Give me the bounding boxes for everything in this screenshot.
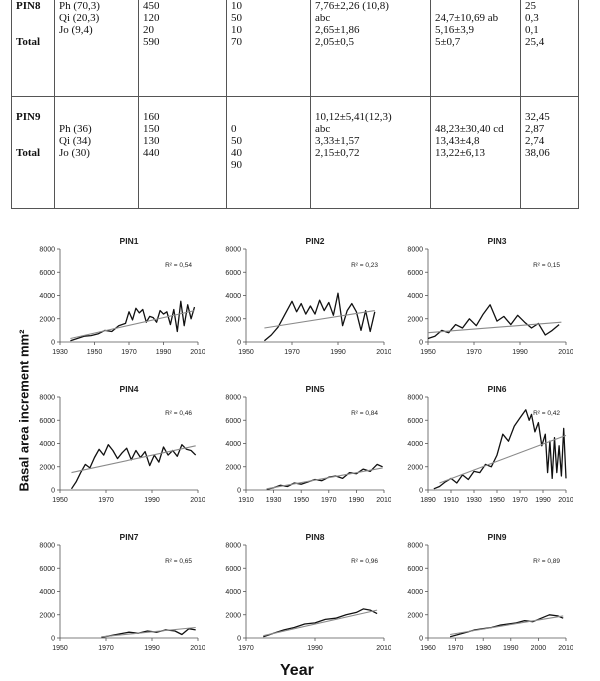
value-cell [311, 0, 431, 97]
x-tick-label: 1970 [447, 645, 464, 652]
y-tick-label: 2000 [225, 612, 241, 620]
x-tick-label: 1970 [98, 645, 114, 652]
value-cell [139, 97, 227, 209]
y-tick-label: 4000 [407, 293, 423, 300]
cell-value: 70 [231, 36, 242, 48]
bai-series-line [101, 629, 195, 638]
cell-value: 120 [143, 12, 160, 24]
cell-value: 2,87 [525, 123, 545, 135]
y-tick-label: 0 [51, 635, 55, 643]
species-line: Qi (34) [59, 135, 92, 147]
y-tick-label: 2000 [39, 612, 55, 620]
y-tick-label: 2000 [407, 612, 423, 620]
chart-panel [30, 531, 205, 664]
bai-series-line [428, 305, 559, 339]
x-tick-label: 1970 [284, 349, 300, 356]
x-tick-label: 2010 [558, 645, 573, 652]
y-tick-label: 8000 [225, 246, 241, 254]
figure [0, 225, 600, 681]
cell-value: 25 [525, 0, 536, 12]
x-axis-label: Year [280, 662, 314, 679]
y-tick-label: 6000 [225, 417, 241, 425]
chart-panel [398, 235, 573, 368]
x-tick-label: 1980 [475, 645, 491, 652]
x-tick-label: 2000 [530, 645, 547, 652]
chart-panel [30, 235, 205, 368]
trend-line [263, 610, 377, 636]
cell-value: 13,22±6,13 [435, 147, 486, 159]
value-cell [431, 97, 521, 209]
chart-panel [216, 383, 391, 516]
x-tick-label: 1950 [238, 349, 254, 356]
chart-title: PIN8 [305, 532, 325, 542]
cell-value: 10 [231, 0, 242, 12]
cell-value: 10,12±5,41(12,3) [315, 111, 392, 123]
pin-label: PIN9 [16, 111, 41, 123]
cell-value: 2,15±0,72 [315, 147, 360, 159]
species-line: Ph (36) [59, 123, 92, 135]
cell-value: 50 [231, 135, 242, 147]
total-label: Total [16, 36, 41, 48]
y-tick-label: 8000 [407, 246, 423, 254]
cell-value: 5±0,7 [435, 36, 461, 48]
cell-value: 0 [231, 123, 237, 135]
y-tick-label: 4000 [39, 293, 55, 300]
x-tick-label: 1990 [307, 645, 323, 652]
y-tick-label: 0 [51, 487, 55, 495]
r2-annotation: R² = 0,89 [533, 558, 560, 565]
species-line: Jo (30) [59, 147, 90, 159]
x-tick-label: 1950 [489, 497, 505, 504]
y-tick-label: 0 [419, 635, 423, 643]
chart-title: PIN9 [487, 532, 507, 542]
trend-line [450, 616, 563, 635]
cell-value: 0,3 [525, 12, 539, 24]
x-tick-label: 1950 [52, 497, 68, 504]
stats-table [11, 0, 579, 209]
x-tick-label: 1930 [52, 349, 68, 356]
chart-title: PIN3 [487, 236, 507, 246]
cell-value: 440 [143, 147, 160, 159]
r2-annotation: R² = 0,42 [533, 410, 560, 417]
pin-label: PIN8 [16, 0, 41, 12]
table-row [12, 0, 579, 97]
chart-title: PIN7 [119, 532, 139, 542]
value-cell [139, 0, 227, 97]
total-label: Total [16, 147, 41, 159]
y-tick-label: 6000 [407, 565, 423, 573]
cell-value: 3,33±1,57 [315, 135, 360, 147]
cell-value: 90 [231, 159, 242, 171]
trend-line [267, 468, 383, 489]
chart-title: PIN4 [119, 384, 139, 394]
y-tick-label: 4000 [225, 441, 241, 448]
cell-value: 40 [231, 147, 242, 159]
y-tick-label: 2000 [407, 464, 423, 472]
y-tick-label: 6000 [39, 565, 55, 573]
trend-line [72, 446, 196, 473]
cell-value: 150 [143, 123, 160, 135]
cell-value: 10 [231, 24, 242, 36]
value-cell [227, 0, 311, 97]
chart-svg [216, 531, 391, 659]
y-tick-label: 2000 [225, 316, 241, 324]
y-tick-label: 2000 [39, 464, 55, 472]
cell-value: 450 [143, 0, 160, 12]
x-tick-label: 1950 [293, 497, 309, 504]
x-tick-label: 1990 [348, 497, 365, 504]
y-tick-label: 0 [419, 339, 423, 347]
bai-series-line [72, 445, 196, 489]
r2-annotation: R² = 0,23 [351, 262, 378, 269]
chart-svg [398, 235, 573, 363]
x-tick-label: 1970 [121, 349, 137, 356]
x-tick-label: 1990 [535, 497, 551, 504]
x-tick-label: 1990 [503, 645, 519, 652]
cell-value: abc [315, 123, 331, 135]
y-axis-label: Basal area increment mm² [16, 329, 32, 492]
chart-title: PIN2 [305, 236, 325, 246]
cell-value: 48,23±30,40 cd [435, 123, 504, 135]
x-tick-label: 2010 [190, 645, 205, 652]
y-tick-label: 8000 [39, 394, 55, 402]
x-tick-label: 1910 [443, 497, 459, 504]
x-tick-label: 1930 [265, 497, 282, 504]
species-line: Qi (20,3) [59, 12, 100, 24]
y-tick-label: 4000 [407, 589, 423, 596]
x-tick-label: 2010 [558, 349, 573, 356]
x-tick-label: 1960 [420, 645, 436, 652]
bai-series-line [264, 293, 374, 341]
chart-panel [398, 531, 573, 664]
y-tick-label: 8000 [225, 394, 241, 402]
cell-value: 590 [143, 36, 160, 48]
x-tick-label: 1970 [512, 497, 528, 504]
y-tick-label: 6000 [39, 417, 55, 425]
species-line: Ph (70,3) [59, 0, 100, 12]
r2-annotation: R² = 0,84 [351, 410, 378, 417]
x-tick-label: 1950 [420, 349, 436, 356]
x-tick-label: 1970 [238, 645, 254, 652]
y-tick-label: 8000 [407, 394, 423, 402]
trend-line [101, 628, 195, 637]
y-tick-label: 4000 [407, 441, 423, 448]
y-tick-label: 0 [237, 635, 241, 643]
cell-value: 38,06 [525, 147, 550, 159]
value-cell [521, 0, 579, 97]
r2-annotation: R² = 0,46 [165, 410, 192, 417]
cell-value: abc [315, 12, 331, 24]
cell-value: 32,45 [525, 111, 550, 123]
cell-value: 24,7±10,69 ab [435, 12, 499, 24]
x-tick-label: 2010 [558, 497, 573, 504]
y-tick-label: 2000 [407, 316, 423, 324]
cell-value: 13,43±4,8 [435, 135, 480, 147]
bai-series-line [434, 410, 566, 489]
cell-value: 2,74 [525, 135, 545, 147]
cell-value: 2,05±0,5 [315, 36, 355, 48]
table-row [12, 97, 579, 209]
y-tick-label: 6000 [407, 417, 423, 425]
r2-annotation: R² = 0,54 [165, 262, 192, 269]
cell-value: 130 [143, 135, 160, 147]
chart-panel [216, 235, 391, 368]
chart-svg [30, 531, 205, 659]
y-tick-label: 8000 [407, 542, 423, 550]
value-cell [521, 97, 579, 209]
x-tick-label: 1910 [238, 497, 254, 504]
chart-svg [216, 235, 391, 363]
chart-panel [216, 531, 391, 664]
x-tick-label: 2010 [190, 497, 205, 504]
chart-panel [398, 383, 573, 516]
x-tick-label: 1990 [330, 349, 346, 356]
y-tick-label: 6000 [407, 269, 423, 277]
x-tick-label: 2010 [376, 349, 391, 356]
chart-panel [30, 383, 205, 516]
x-tick-label: 1970 [321, 497, 337, 504]
x-tick-label: 1950 [52, 645, 68, 652]
value-cell [311, 97, 431, 209]
x-tick-label: 2010 [376, 645, 391, 652]
chart-svg [216, 383, 391, 511]
x-tick-label: 1990 [155, 349, 172, 356]
cell-value: 25,4 [525, 36, 545, 48]
species-line: Jo (9,4) [59, 24, 93, 36]
x-tick-label: 1990 [144, 497, 160, 504]
y-tick-label: 8000 [39, 542, 55, 550]
x-tick-label: 1890 [420, 497, 436, 504]
cell-value: 2,65±1,86 [315, 24, 360, 36]
cell-value: 7,76±2,26 (10,8) [315, 0, 389, 12]
r2-annotation: R² = 0,65 [165, 558, 192, 565]
y-tick-label: 4000 [225, 589, 241, 596]
chart-svg [30, 383, 205, 511]
chart-title: PIN1 [119, 236, 139, 246]
y-tick-label: 0 [237, 487, 241, 495]
cell-value: 50 [231, 12, 242, 24]
species-cell [55, 0, 139, 97]
y-tick-label: 6000 [225, 269, 241, 277]
y-tick-label: 2000 [39, 316, 55, 324]
y-tick-label: 2000 [225, 464, 241, 472]
r2-annotation: R² = 0,15 [533, 262, 560, 269]
x-tick-label: 1990 [512, 349, 528, 356]
x-tick-label: 1970 [98, 497, 114, 504]
y-tick-label: 6000 [225, 565, 241, 573]
value-cell [431, 0, 521, 97]
x-tick-label: 1950 [86, 349, 103, 356]
cell-value: 0,1 [525, 24, 539, 36]
pin-cell [12, 97, 55, 209]
y-tick-label: 6000 [39, 269, 55, 277]
chart-title: PIN6 [487, 384, 507, 394]
cell-value: 20 [143, 24, 154, 36]
x-tick-label: 2010 [190, 349, 205, 356]
x-tick-label: 1930 [466, 497, 482, 504]
chart-svg [30, 235, 205, 363]
y-tick-label: 0 [237, 339, 241, 347]
y-tick-label: 0 [51, 339, 55, 347]
y-tick-label: 8000 [225, 542, 241, 550]
x-tick-label: 1990 [144, 645, 160, 652]
y-tick-label: 4000 [39, 589, 55, 596]
chart-svg [398, 531, 573, 659]
r2-annotation: R² = 0,96 [351, 558, 378, 565]
cell-value: 160 [143, 111, 160, 123]
chart-svg [398, 383, 573, 511]
pin-cell [12, 0, 55, 97]
y-tick-label: 8000 [39, 246, 55, 254]
bai-series-line [450, 615, 563, 637]
y-tick-label: 0 [419, 487, 423, 495]
y-tick-label: 4000 [39, 441, 55, 448]
x-tick-label: 1970 [466, 349, 482, 356]
value-cell [227, 97, 311, 209]
species-cell [55, 97, 139, 209]
cell-value: 5,16±3,9 [435, 24, 475, 36]
y-tick-label: 4000 [225, 293, 241, 300]
x-tick-label: 2010 [376, 497, 391, 504]
chart-title: PIN5 [305, 384, 325, 394]
